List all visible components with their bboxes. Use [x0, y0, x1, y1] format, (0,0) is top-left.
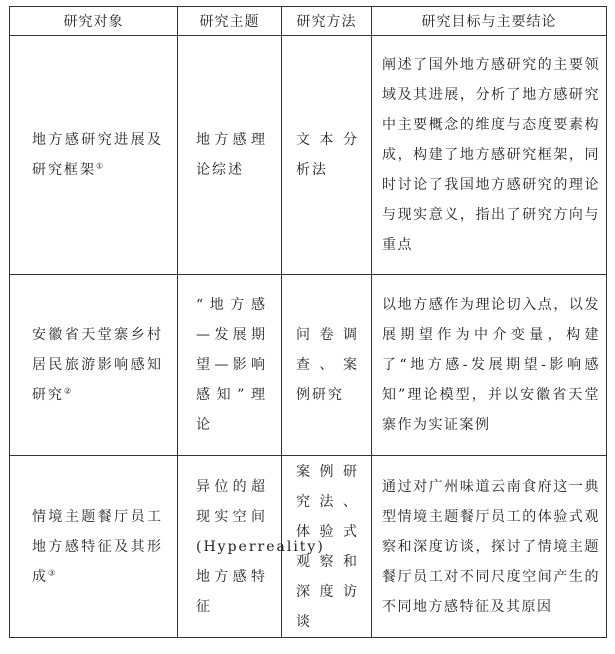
table-row — [10, 456, 607, 638]
table-row — [10, 275, 607, 456]
research-table — [9, 6, 607, 638]
cell-theme: “地方感—发展期望—影响感知”理论 — [178, 275, 282, 456]
header-row — [10, 7, 607, 36]
table-header — [10, 7, 607, 36]
cell-method: 问卷调查、案例研究 — [282, 275, 372, 456]
cell-theme: 异位的超现实空间(Hyperreality)地方感特征 — [178, 456, 282, 638]
header-research-subject: 研究对象 — [10, 7, 178, 36]
table-row — [10, 36, 607, 275]
cell-subject — [10, 36, 178, 275]
subject-text: 地方感研究进展及研究框架 — [32, 132, 163, 178]
subject-text: 安徽省天堂寨乡村居民旅游影响感知研究 — [32, 327, 163, 403]
footnote-marker: ② — [64, 386, 72, 396]
header-research-method: 研究方法 — [282, 7, 372, 36]
footnote-marker: ③ — [48, 567, 56, 577]
table-body — [10, 36, 607, 638]
header-research-theme: 研究主题 — [178, 7, 282, 36]
cell-subject — [10, 275, 178, 456]
cell-conclusion: 以地方感作为理论切入点，以发展期望作为中介变量，构建了“地方感-发展期望-影响感知”理论模型，并以安徽省天堂寨作为实证案例 — [372, 275, 607, 456]
subject-text: 情境主题餐厅员工地方感特征及其形成 — [32, 508, 163, 585]
header-research-conclusion: 研究目标与主要结论 — [372, 7, 607, 36]
cell-method: 案例研究法、体验式观察和深度访谈 — [282, 456, 372, 638]
cell-subject — [10, 456, 178, 638]
footnote-marker: ① — [96, 161, 104, 171]
cell-conclusion: 阐述了国外地方感研究的主要领域及其进展，分析了地方感研究中主要概念的维度与态度要素构成，构建了地方感研究框架，同时讨论了我国地方感研究的理论与现实意义，指出了研究方向与重点 — [372, 36, 607, 275]
cell-method: 文本分析法 — [282, 36, 372, 275]
cell-theme: 地方感理论综述 — [178, 36, 282, 275]
cell-conclusion: 通过对广州味道云南食府这一典型情境主题餐厅员工的体验式观察和深度访谈，探讨了情境主题餐厅员工对不同尺度空间产生的不同地方感特征及其原因 — [372, 456, 607, 638]
